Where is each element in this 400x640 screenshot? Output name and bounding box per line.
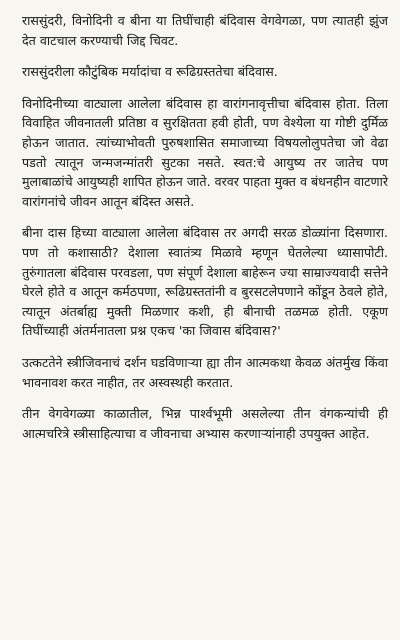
paragraph-bina-das: बीना दास हिच्या वाट्याला आलेला बंदिवास तर अगदी सरळ डोळ्यांना दिसणारा. पण तो कशासाठी? देशाला स्वातंत्र्य मिळावे म्हणून घेतलेल्या ध्यासापोटी. तुरुंगातला बंदिवास परवडला, पण संपूर्ण देशाला बाहेरून ज्या साम्राज्यवादी सत्तेने घेरले होते व आतून कर्मठपणा, रूढिग्रस्ततांनी व बुरसटलेपणाने कोंडून ठेवले होते, त्यातून अंतर्बाह्य मुक्ती मिळणार कशी, ही बीनाची तळमळ होती. एकूण तिघींच्याही अंतर्मनातला प्रश्न एकच 'का जिवास बंदिवास?' [22,225,388,339]
paragraph-autobiographies: उत्कटतेने स्त्रीजिवनाचं दर्शन घडविणाऱ्या ह्या तीन आत्मकथा केवळ अंतर्मुख किंवा भावनावश करत नाहीत, तर अस्वस्थही करतात. [22,354,388,390]
paragraph-vinodini: विनोदिनीच्या वाट्याला आलेला बंदिवास हा वारांगनावृत्तीचा बंदिवास होता. तिला विवाहित जीवनातली प्रतिष्ठा व सुरक्षितता हवी होती, पण वेश्येला या गोष्टी दुर्मिळ होऊन जातात. त्यांच्याभोवती पुरुषशासित समाजाच्या विषयलोलुपतेचा जो वेढा पडतो त्यातून जन्मजन्मांतरी सुटका नसते. स्वत:चे आयुष्य तर जातेच पण मुलाबाळांचे आयुष्यही शापित होऊन जाते. वरवर पाहता मुक्त व बंधनहीन वाटणारे वारांगनांचे जीवन आतून बंदिस्त असते. [22,95,388,209]
paragraph-rassundari: राससुंदरीला कौटुंबिक मर्यादांचा व रूढिग्रस्ततेचा बंदिवास. [22,64,278,80]
paragraph-conclusion: तीन वेगवेगळ्या काळातील, भिन्न पार्श्वभूमी असलेल्या तीन वंगकन्यांची ही आत्मचरित्रे स्त्रीसाहित्याचा व जीवनाचा अभ्यास करणाऱ्यांनाही उपयुक्त आहेत. [22,406,388,441]
paragraph-intro: राससुंदरी, विनोदिनी व बीना या तिघींचाही बंदिवास वेगवेगळा, पण त्यातही झुंज देत वाटचाल करण्याची जिद्द चिवट. [22,13,388,48]
